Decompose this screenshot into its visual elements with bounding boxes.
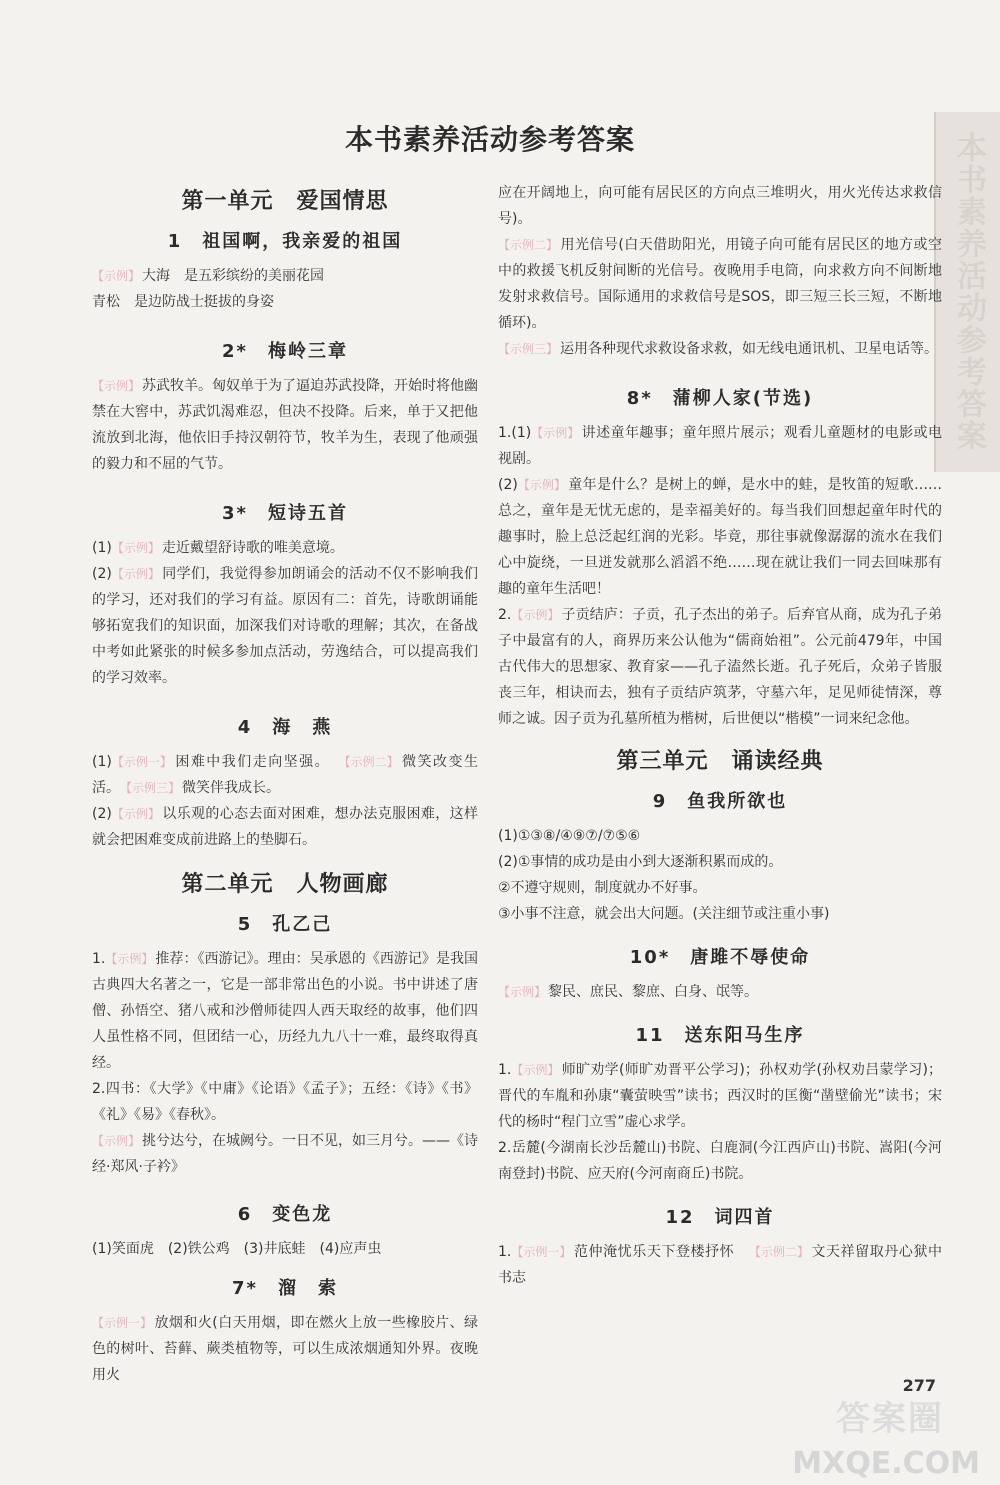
example-tag: 【示例】 <box>517 478 566 492</box>
answer-paragraph: (2)①事情的成功是由小到大逐渐积累而成的。 <box>498 854 783 870</box>
answer-paragraph: 【示例一】 放烟和火(白天用烟，即在燃火上放一些橡胶片、绿色的树叶、苔藓、蕨类植物等，可以生成浓烟通知外界。夜晚用火 <box>92 1310 478 1388</box>
example-tag: 【示例】 <box>498 985 547 999</box>
example-tag: 【示例】 <box>511 1063 560 1077</box>
lesson-heading: 11 送东阳马生序 <box>635 1025 805 1046</box>
answer-paragraph: (2)【示例】 童年是什么？是树上的蝉，是水中的蛙，是牧笛的短歌……总之，童年是无忧无虑的，是幸福美好的。每当我们回想起童年时代的趣事时，脸上总泛起红润的光彩。毕竟，那往事就像潺潺的流水在我们心中旋绕，一旦迸发就那么滔滔不绝……现在就让我们一同去回味那有趣的童年生活吧！ <box>498 472 942 602</box>
answer-paragraph: 2.岳麓(今湖南长沙岳麓山)书院、白鹿洞(今江西庐山)书院、嵩阳(今河南登封)书院、应天府(今河南商丘)书院。 <box>498 1140 942 1182</box>
answer-paragraph: 2.【示例】 子贡结庐：子贡，孔子杰出的弟子。后弃官从商，成为孔子弟子中最富有的人，商界历来公认他为“儒商始祖”。公元前479年，中国古代伟大的思想家、教育家——孔子溘然长逝。孔子死后，众弟子皆服丧三年，相诀而去，独有子贡结庐筑茅，守墓六年，足见师徒情深，尊师之诚。因子贡为孔墓所植为楷树，后世便以“楷模”一词来纪念他。 <box>498 602 942 732</box>
answer-paragraph: 【示例】 大海 是五彩缤纷的美丽花园 <box>92 263 478 289</box>
answer-paragraph: 2.四书：《大学》《中庸》《论语》《孟子》；五经：《诗》《书》《礼》《易》《春秋》。 <box>92 1081 478 1123</box>
watermark-url: MXQE.COM <box>792 1446 980 1481</box>
side-tab <box>934 112 1000 472</box>
example-tag: 【示例】 <box>92 269 141 283</box>
unit-heading: 第三单元 诵读经典 <box>616 749 824 774</box>
lesson-heading: 8* 蒲柳人家(节选) <box>626 388 814 409</box>
answer-paragraph: (1)【示例】 走近戴望舒诗歌的唯美意境。 <box>92 535 478 561</box>
answer-paragraph: ③小事不注意，就会出大问题。(关注细节或注重小事) <box>498 906 830 922</box>
example-tag: 【示例一】 <box>111 755 172 769</box>
watermark-logo: 答案圈 <box>836 1398 944 1439</box>
example-tag: 【示例一】 <box>92 1316 153 1330</box>
answer-paragraph: 1.(1)【示例】 讲述童年趣事；童年照片展示；观看儿童题材的电影或电视剧。 <box>498 420 942 472</box>
answer-paragraph: (1)【示例一】 困难中我们走向坚强。 【示例二】 微笑改变生活。【示例三】 微笑伴我成长。 <box>92 749 478 801</box>
unit-heading: 第二单元 人物画廊 <box>181 872 389 897</box>
example-tag: 【示例】 <box>511 608 560 622</box>
answer-paragraph: 【示例二】 用光信号(白天借助阳光，用镜子向可能有居民区的地方或空中的救援飞机反射间断的光信号。夜晚用手电筒，向求救方向不间断地发射求救信号。国际通用的求救信号是SOS，即三短三长三短，不断地循环)。 <box>498 232 942 336</box>
example-tag: 【示例】 <box>92 379 141 393</box>
example-tag: 【示例】 <box>111 807 160 821</box>
page-number: 277 <box>902 1376 936 1395</box>
lesson-heading: 5 孔乙己 <box>237 914 333 935</box>
example-tag: 【示例】 <box>111 541 160 555</box>
answer-paragraph: (1)①③⑧/④⑨⑦/⑦⑤⑥ <box>498 828 641 844</box>
example-tag: 【示例】 <box>531 426 580 440</box>
lesson-heading: 10* 唐雎不辱使命 <box>629 947 811 968</box>
example-tag: 【示例二】 <box>498 238 559 252</box>
answer-paragraph: 【示例】 挑兮达兮，在城阙兮。一日不见，如三月兮。——《诗经·郑风·子衿》 <box>92 1128 478 1180</box>
example-tag: 【示例】 <box>111 567 160 581</box>
right-column <box>498 180 942 1291</box>
answer-paragraph: 【示例三】 运用各种现代求救设备求救，如无线电通讯机、卫星电话等。 <box>498 336 942 362</box>
side-tab-label: 本书素养活动参考答案 <box>951 132 986 452</box>
lesson-heading: 9 鱼我所欲也 <box>652 791 788 812</box>
example-tag: 【示例一】 <box>511 1245 572 1259</box>
example-tag: 【示例二】 <box>338 755 399 769</box>
lesson-heading: 4 海 燕 <box>237 717 333 738</box>
answer-paragraph: ②不遵守规则，制度就办不好事。 <box>498 880 707 896</box>
answer-paragraph: 应在开阔地上，向可能有居民区的方向点三堆明火，用火光传达求救信号)。 <box>498 185 942 227</box>
answer-paragraph: 【示例】 黎民、庶民、黎庶、白身、氓等。 <box>498 979 942 1005</box>
lesson-heading: 7* 溜 索 <box>232 1278 338 1299</box>
answer-paragraph: 1.【示例】 推荐：《西游记》。理由：吴承恩的《西游记》是我国古典四大名著之一，它是一部非常出色的小说。书中讲述了唐僧、孙悟空、猪八戒和沙僧师徒四人西天取经的故事，他们四人虽性格不同，但团结一心，历经九九八十一难，最终取得真经。 <box>92 946 478 1076</box>
lesson-heading: 6 变色龙 <box>237 1204 333 1225</box>
lesson-heading: 1 祖国啊，我亲爱的祖国 <box>167 231 403 252</box>
answer-paragraph: 【示例】 苏武牧羊。匈奴单于为了逼迫苏武投降，开始时将他幽禁在大窖中，苏武饥渴难忍，但决不投降。后来，单于又把他流放到北海，他依旧手持汉朝符节，牧羊为生，表现了他顽强的毅力和不屈的气节。 <box>92 373 478 477</box>
example-tag: 【示例】 <box>105 952 154 966</box>
lesson-heading: 3* 短诗五首 <box>222 503 348 524</box>
answer-paragraph: (2)【示例】 以乐观的心态去面对困难，想办法克服困难，这样就会把困难变成前进路上的垫脚石。 <box>92 801 478 853</box>
example-tag: 【示例二】 <box>748 1245 809 1259</box>
unit-heading: 第一单元 爱国情思 <box>181 189 389 214</box>
left-column <box>92 180 478 1388</box>
answer-paragraph: 青松 是边防战士挺拔的身姿 <box>92 294 274 310</box>
lesson-heading: 12 词四首 <box>665 1207 775 1228</box>
example-tag: 【示例三】 <box>498 342 559 356</box>
lesson-heading: 2* 梅岭三章 <box>222 341 348 362</box>
page-title: 本书素养活动参考答案 <box>344 123 635 156</box>
example-tag: 【示例】 <box>92 1134 141 1148</box>
answer-paragraph: 1.【示例一】 范仲淹忧乐天下登楼抒怀 【示例二】 文天祥留取丹心狱中书志 <box>498 1239 942 1291</box>
example-tag: 【示例三】 <box>120 781 181 795</box>
answer-paragraph: (1)笑面虎 (2)铁公鸡 (3)井底蛙 (4)应声虫 <box>92 1241 382 1257</box>
answer-paragraph: (2)【示例】 同学们，我觉得参加朗诵会的活动不仅不影响我们的学习，还对我们的学习有益。原因有二：首先，诗歌朗诵能够拓宽我们的知识面，加深我们对诗歌的理解；其次，在备战中考如此紧张的时候多参加点活动，劳逸结合，可以提高我们的学习效率。 <box>92 561 478 691</box>
answer-paragraph: 1.【示例】 师旷劝学(师旷劝晋平公学习)；孙权劝学(孙权劝吕蒙学习)；晋代的车胤和孙康“囊萤映雪”读书；西汉时的匡衡“凿壁偷光”读书；宋代的杨时“程门立雪”虚心求学。 <box>498 1057 942 1135</box>
